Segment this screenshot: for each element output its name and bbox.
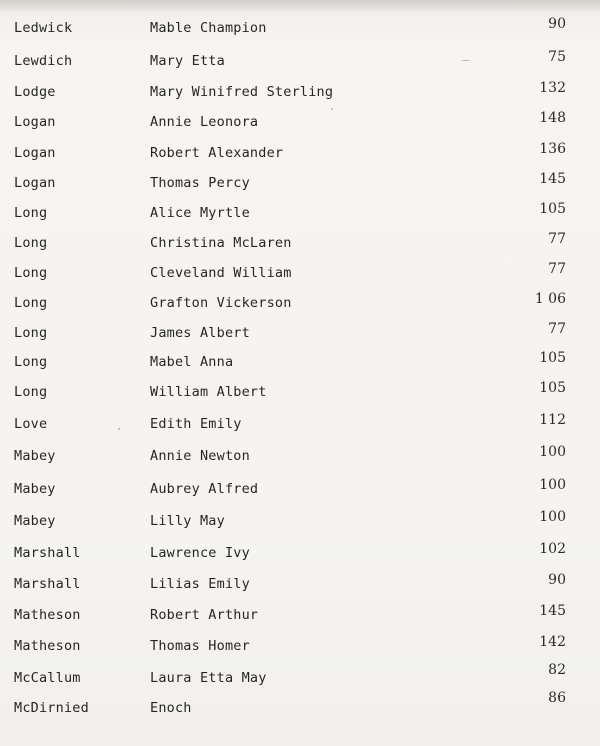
given-names: Enoch xyxy=(150,700,192,716)
entry-number: 148 xyxy=(539,110,566,126)
entry-number: 105 xyxy=(539,350,566,366)
ledger-row xyxy=(0,201,600,229)
ledger-row xyxy=(0,231,600,259)
entry-number: 142 xyxy=(539,634,566,650)
ledger-row xyxy=(0,572,600,600)
surname: Long xyxy=(14,325,48,341)
entry-number: 82 xyxy=(548,662,566,678)
ledger-row xyxy=(0,634,600,662)
given-names: William Albert xyxy=(150,384,267,400)
entry-number: 1 06 xyxy=(534,291,566,307)
ledger-row xyxy=(0,261,600,289)
surname: Logan xyxy=(14,114,56,130)
ledger-row xyxy=(0,291,600,319)
entry-number: 105 xyxy=(539,380,566,396)
ledger-row xyxy=(0,321,600,349)
surname: McDirnied xyxy=(14,700,89,716)
ledger-row xyxy=(0,110,600,138)
surname: Marshall xyxy=(14,545,81,561)
entry-number: 77 xyxy=(548,261,566,277)
ledger-row xyxy=(0,509,600,537)
surname: Mabey xyxy=(14,513,56,529)
given-names: Lawrence Ivy xyxy=(150,545,250,561)
entry-number: 102 xyxy=(539,541,566,557)
entry-number: 77 xyxy=(548,231,566,247)
ledger-row xyxy=(0,16,600,44)
paper-speck xyxy=(462,60,470,61)
surname: Mabey xyxy=(14,448,56,464)
surname: Mabey xyxy=(14,481,56,497)
ledger-row xyxy=(0,690,600,724)
surname: Lodge xyxy=(14,84,56,100)
surname: Ledwick xyxy=(14,20,73,36)
surname: Long xyxy=(14,235,48,251)
given-names: Thomas Percy xyxy=(150,175,250,191)
surname: Logan xyxy=(14,175,56,191)
ledger-row xyxy=(0,603,600,631)
entry-number: 145 xyxy=(539,171,566,187)
surname: Matheson xyxy=(14,638,81,654)
given-names: Robert Arthur xyxy=(150,607,259,623)
ledger-row xyxy=(0,80,600,108)
surname: Matheson xyxy=(14,607,81,623)
given-names: Lilly May xyxy=(150,513,225,529)
surname: Long xyxy=(14,295,48,311)
ledger-row xyxy=(0,477,600,505)
surname: Love xyxy=(14,416,48,432)
given-names: Aubrey Alfred xyxy=(150,481,259,497)
ledger-row xyxy=(0,49,600,77)
entry-number: 100 xyxy=(539,477,566,493)
given-names: Lilias Emily xyxy=(150,576,250,592)
entry-number: 75 xyxy=(548,49,566,65)
surname: Long xyxy=(14,265,48,281)
ledger-row xyxy=(0,412,600,440)
surname: Long xyxy=(14,354,48,370)
given-names: Mable Champion xyxy=(150,20,267,36)
entry-number: 90 xyxy=(548,16,566,32)
given-names: Laura Etta May xyxy=(150,670,267,686)
given-names: Thomas Homer xyxy=(150,638,250,654)
given-names: Annie Leonora xyxy=(150,114,259,130)
given-names: Alice Myrtle xyxy=(150,205,250,221)
given-names: Grafton Vickerson xyxy=(150,295,292,311)
ledger-row xyxy=(0,380,600,408)
surname: Lewdich xyxy=(14,53,73,69)
entry-number: 86 xyxy=(548,690,566,706)
ledger-row xyxy=(0,662,600,694)
given-names: Annie Newton xyxy=(150,448,250,464)
given-names: Cleveland William xyxy=(150,265,292,281)
ledger-row xyxy=(0,171,600,199)
entry-number: 100 xyxy=(539,509,566,525)
entry-number: 100 xyxy=(539,444,566,460)
entry-number: 112 xyxy=(539,412,566,428)
surname: Marshall xyxy=(14,576,81,592)
entry-number: 105 xyxy=(539,201,566,217)
ledger-row xyxy=(0,541,600,569)
given-names: Edith Emily xyxy=(150,416,242,432)
entry-number: 132 xyxy=(539,80,566,96)
ledger-row xyxy=(0,350,600,378)
surname: Logan xyxy=(14,145,56,161)
given-names: Robert Alexander xyxy=(150,145,284,161)
entry-number: 136 xyxy=(539,141,566,157)
given-names: James Albert xyxy=(150,325,250,341)
entry-number: 77 xyxy=(548,321,566,337)
given-names: Mary Winifred Sterling xyxy=(150,84,334,100)
surname: Long xyxy=(14,205,48,221)
surname: Long xyxy=(14,384,48,400)
ledger-row xyxy=(0,141,600,169)
given-names: Christina McLaren xyxy=(150,235,292,251)
surname: McCallum xyxy=(14,670,81,686)
paper-speck xyxy=(118,428,120,430)
given-names: Mabel Anna xyxy=(150,354,234,370)
ledger-row xyxy=(0,444,600,472)
given-names: Mary Etta xyxy=(150,53,225,69)
entry-number: 145 xyxy=(539,603,566,619)
paper-speck xyxy=(331,108,333,110)
entry-number: 90 xyxy=(548,572,566,588)
